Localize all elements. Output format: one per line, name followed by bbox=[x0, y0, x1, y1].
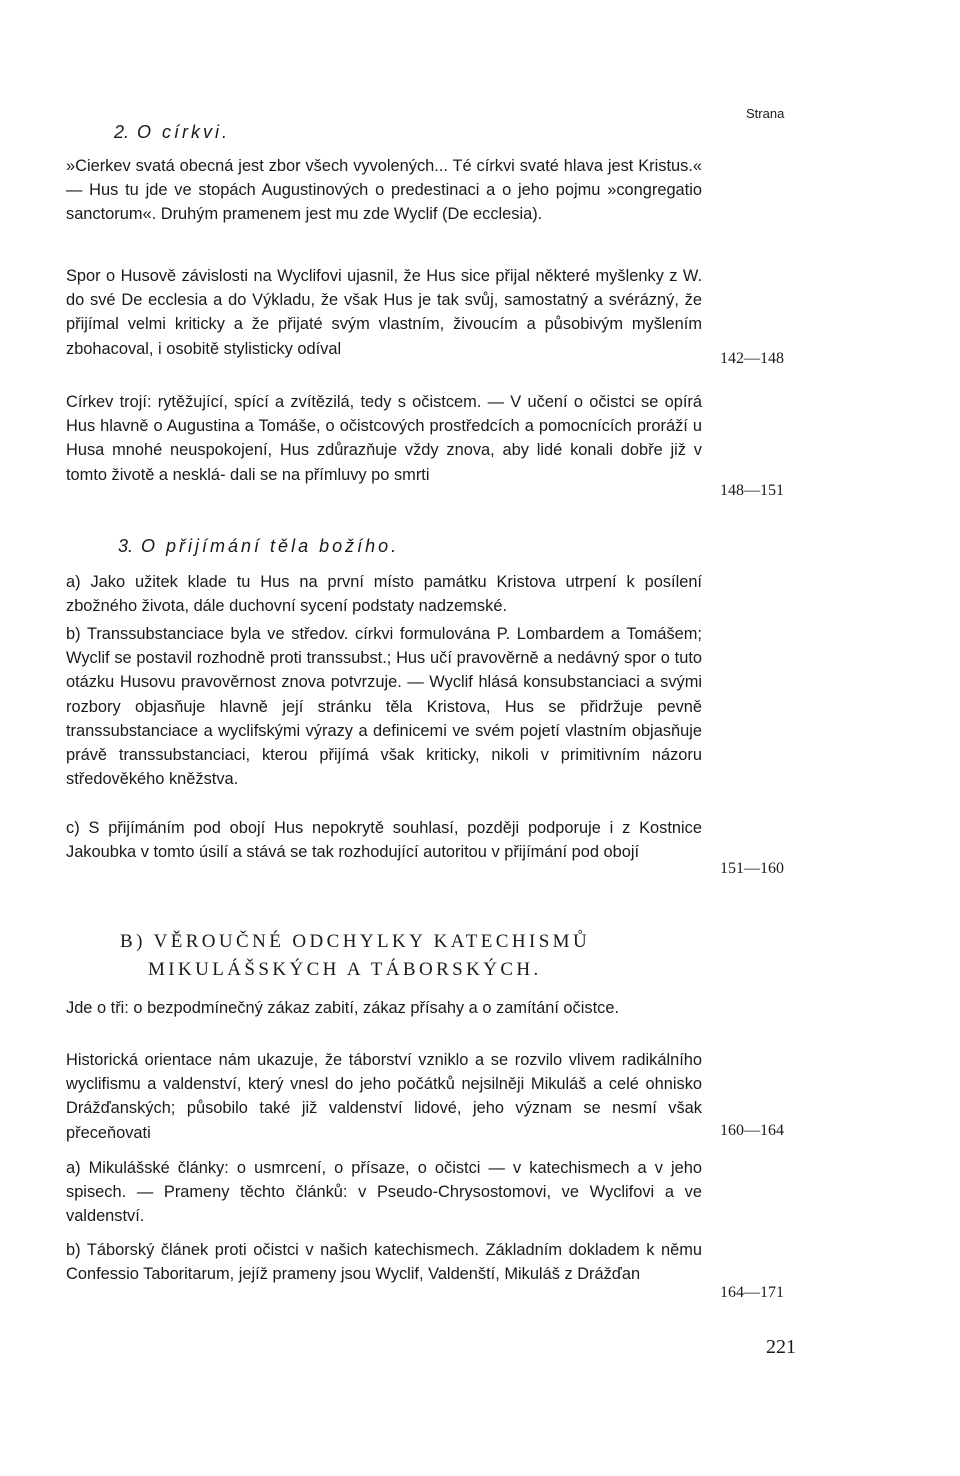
page-number: 221 bbox=[766, 1336, 796, 1358]
section-2-title bbox=[114, 122, 230, 143]
section-2-paragraph-3-pages: 148—151 bbox=[720, 482, 784, 499]
section-3-title-text: O přijímání těla božího. bbox=[141, 536, 400, 556]
section-3-title bbox=[118, 536, 399, 557]
section-2-paragraph-1: »Cierkev svatá obecná jest zbor všech vyvolených... Té církvi svaté hlava jest Kristus.« — Hus tu jde ve stopách Augustinových o predestinaci a o jeho pojmu »congregatio sanctorum«. Druhým pramenem jest mu zde Wyclif (De ecclesia). bbox=[66, 157, 702, 224]
section-b-paragraph-2-pages: 160—164 bbox=[720, 1122, 784, 1139]
section-b-paragraph-b-pages: 164—171 bbox=[720, 1284, 784, 1301]
section-2-paragraph-2: Spor o Husově závislosti na Wyclifovi ujasnil, že Hus sice přijal některé myšlenky z W. do své De ecclesia a do Výkladu, že však Hus je tak svůj, samostatný a svérázný, že přijímal velmi kriticky a že přijaté svým vlastním, živoucím a působivým myšlením zbohacoval, i osobitě stylisticky odíval bbox=[66, 267, 702, 358]
section-3-paragraph-a: a) Jako užitek klade tu Hus na první místo památku Kristova utrpení k posílení zbožného života, dále duchovní sycení podstaty nadzemské. bbox=[66, 573, 702, 616]
section-b-paragraph-1: Jde o tři: o bezpodmínečný zákaz zabití, zákaz přísahy a o zamítání očistce. bbox=[66, 999, 619, 1017]
section-2-number: 2. bbox=[114, 122, 130, 142]
section-b-heading-line-1: B) VĚROUČNÉ ODCHYLKY KATECHISMŮ bbox=[120, 931, 591, 952]
section-3-paragraph-c: c) S přijímáním pod obojí Hus nepokrytě souhlasí, později podporuje i z Kostnice Jakoubka v tomto úsilí a stává se tak rozhodující autoritou v přijímání pod obojí bbox=[66, 819, 702, 862]
section-3-number: 3. bbox=[118, 536, 134, 556]
section-b-heading-line-2: MIKULÁŠSKÝCH A TÁBORSKÝCH. bbox=[148, 959, 542, 980]
section-2-title-text: O církvi. bbox=[137, 122, 231, 142]
section-b-paragraph-2: Historická orientace nám ukazuje, že táborství vzniklo a se rozvilo vlivem radikálního wyclifismu a valdenství, který vnesl do jeho počátků nejsilněji Mikuláš a celé ohnisko Drážďanských; působilo také již valdenství lidové, jeho význam se nesmí však přeceňovati bbox=[66, 1051, 702, 1142]
section-3-paragraph-c-pages: 151—160 bbox=[720, 860, 784, 877]
section-b-heading bbox=[120, 928, 680, 984]
section-2-paragraph-2-pages: 142—148 bbox=[720, 350, 784, 367]
section-b-paragraph-b: b) Táborský článek proti očistci v našich katechismech. Základním dokladem k němu Confessio Taboritarum, jejíž prameny jsou Wyclif, Valdenští, Mikuláš z Drážďan bbox=[66, 1241, 702, 1284]
section-3-paragraph-b: b) Transsubstanciace byla ve středov. církvi formulována P. Lombardem a Tomášem; Wyclif se postavil rozhodně proti transsubst.; Hus učí pravověrně a nedávný spor o tuto otázku Husovu pravověrnost znova potvrzuje. — Wyclif hlásá konsubstanciaci a svými rozbory objasňuje hlavně její stránku těla Kristova, Hus se přidržuje pevně transsubstanciace a wyclifskými výrazy a definicemi ve svém pojetí vlastním objasňuje právě transsubstanciaci, kterou přijímá však kriticky, nikoli v primitivním názoru středověkého kněžstva. bbox=[66, 625, 702, 789]
strana-column-header: Strana bbox=[746, 106, 785, 121]
section-b-paragraph-a: a) Mikulášské články: o usmrcení, o přísaze, o očistci — v katechismech a v jeho spisech. — Prameny těchto článků: v Pseudo-Chrysostomovi, ve Wyclifovi a ve valdenství. bbox=[66, 1159, 702, 1226]
section-2-paragraph-3: Církev trojí: rytěžující, spící a zvítězilá, tedy s očistcem. — V učení o očistci se opírá Hus hlavně o Augustina a Tomáše, o očistcových prostředcích a pomocnících proráží u Husa mnohé neuspokojení, Hus zdůrazňuje vždy znova, aby lidé konali dobře již v tomto životě a nesklá- dali se na přímluvy po smrti bbox=[66, 393, 702, 484]
